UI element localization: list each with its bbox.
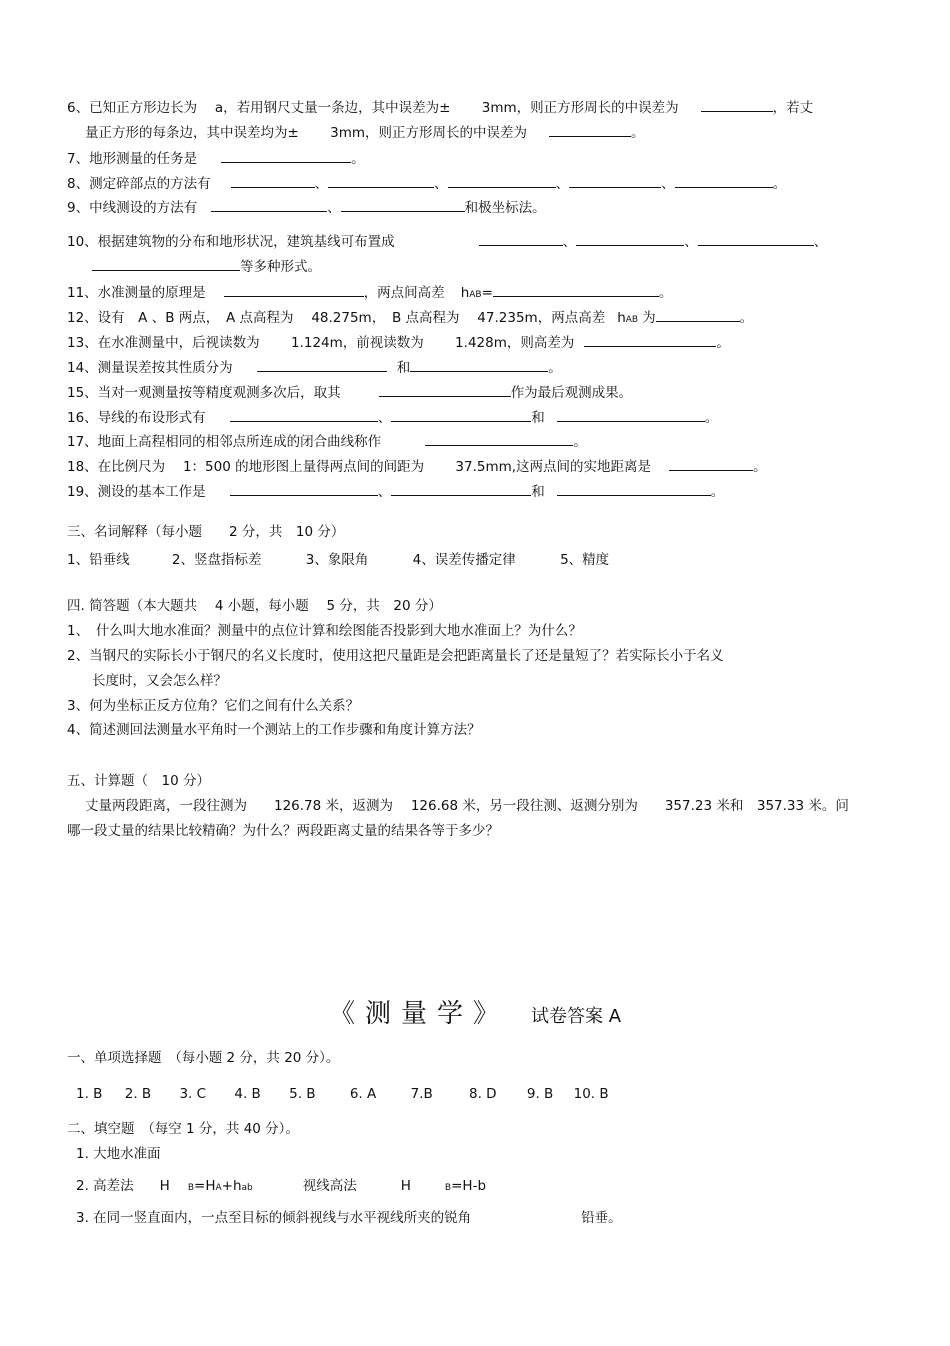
question-10-line1: 10、根据建筑物的分布和地形状况，建筑基线可布置成 、 、 、 [67,234,828,250]
answer-blank [479,232,563,246]
answer-blank [391,408,531,422]
answer-blank [379,383,511,397]
answer-blank [230,482,378,496]
answer-item: 10. B [573,1086,609,1102]
short-question-3: 3、何为坐标正反方位角？它们之间有什么关系？ [67,698,360,714]
answer-item: 9. B [526,1086,554,1102]
short-question-2: 2、当钢尺的实际长小于钢尺的名义长度时，使用这把尺量距是会把距离量长了还是量短了？若实际长小于名义 [67,648,724,664]
question-17: 17、地面上高程相同的相邻点所连成的闭合曲线称作 。 [67,434,587,450]
question-8: 8、测定碎部点的方法有 、 、 、 、 。 [67,176,787,192]
answer-blank [569,174,661,188]
question-19: 19、测设的基本工作是 、 和 。 [67,484,725,500]
answer-blank [341,198,465,212]
calculation-question-line2: 哪一段丈量的结果比较精确？为什么？两段距离丈量的结果各等于多少？ [67,823,499,839]
answer-blank [231,174,315,188]
answer-blank [698,232,814,246]
term-3: 3、象限角 [305,552,369,568]
section-3-title: 三、名词解释（每小题 2 分，共 10 分） [67,524,345,540]
answer-blank [493,283,659,297]
question-6-text-c: 量正方形的每条边，其中误差均为± 3mm，则正方形周长的中误差为 [85,125,527,141]
answer-blank [448,174,556,188]
section-3-terms [67,552,609,569]
answer-blank [584,333,716,347]
answer-2-2: 2. 高差法 H B=HA+hab 视线高法 H B=H-b [76,1178,487,1194]
question-18: 18、在比例尺为 1：500 的地形图上量得两点间的间距为 37.5mm,这两点间的实地距离是 。 [67,459,767,475]
question-11: 11、水准测量的原理是 ，两点间高差 hAB= 。 [67,285,673,301]
short-question-2-cont: 长度时，又会怎么样？ [92,673,227,689]
answer-blank [211,198,327,212]
answer-item: 4. B [234,1086,261,1102]
term-2: 2、竖盘指标差 [171,552,262,568]
answer-item: 6. A [349,1086,377,1102]
short-question-1: 1、 什么叫大地水准面？测量中的点位计算和绘图能否投影到大地水准面上？为什么？ [67,623,582,639]
question-14: 14、测量误差按其性质分为 和 。 [67,360,562,376]
answer-blank [221,149,351,163]
answer-item: 8. D [469,1086,497,1102]
answer-item: 2. B [124,1086,152,1102]
question-6-line2: 量正方形的每条边，其中误差均为± 3mm，则正方形周长的中误差为 。 [85,125,645,141]
answer-blank [557,408,705,422]
question-12: 12、设有 A 、B 两点， A 点高程为 48.275m， B 点高程为 47.235m，两点高差 hAB 为 。 [67,310,754,326]
answer-blank [224,283,364,297]
question-6-text: 6、已知正方形边长为 a，若用钢尺丈量一条边，其中误差为± 3mm，则正方形周长的中误差为 [67,100,679,116]
answer-item: 3. C [179,1086,207,1102]
answer-section-1-list [76,1086,609,1103]
question-10-line2: 等多种形式。 [92,257,321,276]
answer-blank [410,358,548,372]
answer-blank [257,358,387,372]
term-4: 4、误差传播定律 [412,552,516,568]
question-13: 13、在水准测量中，后视读数为 1.124m，前视读数为 1.428m，则高差为 。 [67,335,730,351]
answer-blank [557,482,711,496]
question-6-line1 [67,98,813,117]
question-15: 15、当对一观测量按等精度观测多次后，取其 作为最后观测成果。 [67,385,633,401]
term-5: 5、精度 [560,552,610,568]
answer-blank [701,98,773,112]
answer-blank [576,232,684,246]
question-6-text-b: ，若丈 [772,100,814,116]
answer-blank [656,308,740,322]
question-16: 16、导线的布设形式有 、 和 。 [67,410,719,426]
answer-key-title [0,998,950,1031]
term-1: 1、铅垂线 [67,552,130,568]
question-9: 9、中线测设的方法有 、 和极坐标法。 [67,200,546,216]
answer-section-1-title: 一、单项选择题 （每小题 2 分，共 20 分）。 [67,1050,340,1066]
answer-key-title-main: 《测量学》 [328,999,509,1029]
answer-item: 1. B [76,1086,103,1102]
answer-section-2-title: 二、填空题 （每空 1 分，共 40 分）。 [67,1121,299,1137]
answer-item: 7.B [410,1086,433,1102]
calculation-question-line1: 丈量两段距离，一段往测为 126.78 米，返测为 126.68 米，另一段往测、返测分别为 357.23 米和 357.33 米。问 [85,798,849,814]
answer-2-1: 1. 大地水准面 [76,1146,161,1162]
answer-key-title-suffix: 试卷答案 A [530,1006,622,1027]
answer-blank [675,174,773,188]
answer-blank [328,174,434,188]
answer-blank [92,257,240,271]
section-4-title: 四. 简答题（本大题共 4 小题，每小题 5 分，共 20 分） [67,598,442,614]
section-5-title: 五、计算题（ 10 分） [67,773,210,789]
short-question-4: 4、简述测回法测量水平角时一个测站上的工作步骤和角度计算方法？ [67,722,481,738]
answer-blank [425,432,573,446]
answer-blank [549,123,631,137]
answer-blank [391,482,531,496]
answer-item: 5. B [289,1086,316,1102]
answer-blank [230,408,378,422]
answer-blank [669,457,753,471]
question-7: 7、地形测量的任务是 。 [67,151,365,167]
answer-2-3: 3. 在同一竖直面内，一点至目标的倾斜视线与水平视线所夹的锐角 铅垂。 [76,1210,622,1226]
